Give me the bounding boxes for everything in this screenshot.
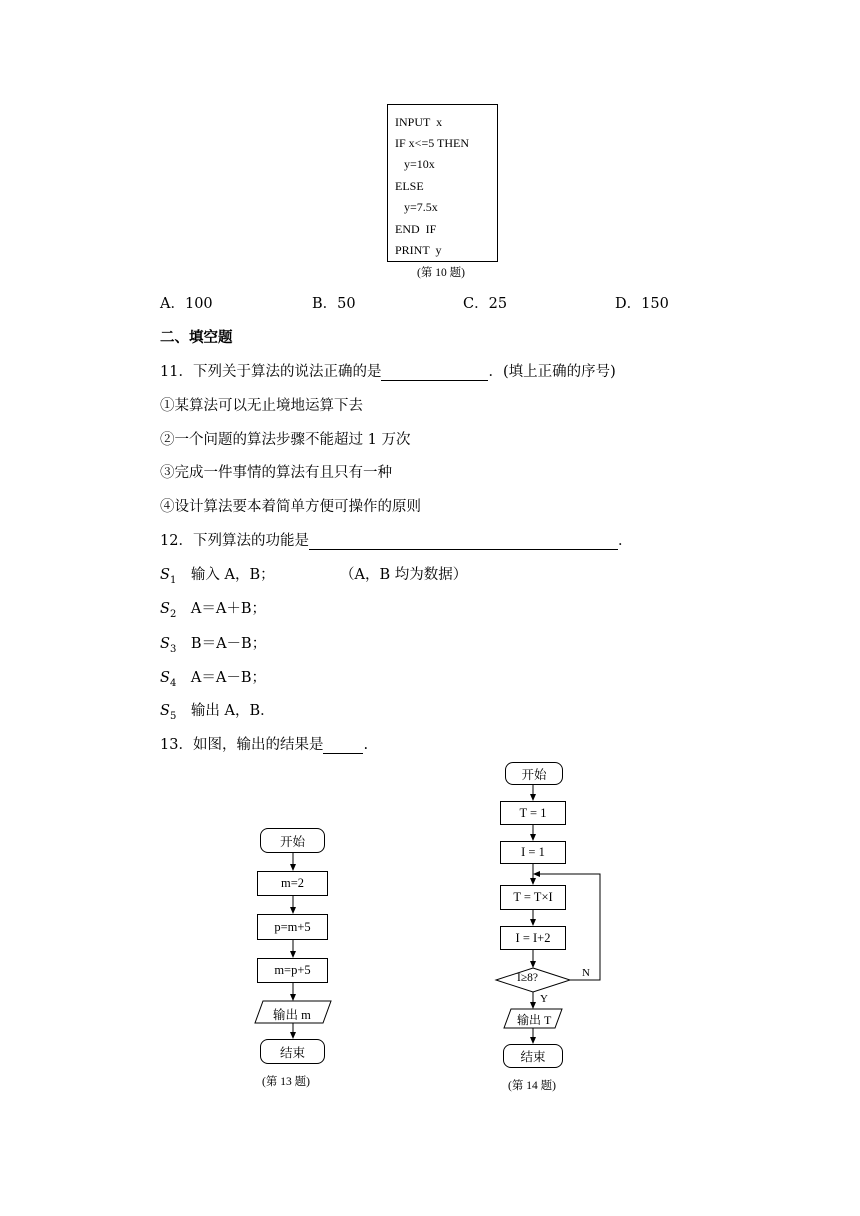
end-terminal: 结束 (503, 1044, 563, 1068)
step-body: B＝A－B； (190, 636, 267, 652)
code-line: IF x<=5 THEN (395, 136, 469, 150)
q12-note: （A，B 均为数据） (340, 567, 468, 583)
step-label: S (160, 601, 170, 617)
option-c: C．25 (463, 296, 508, 312)
process-box: T = T×I (500, 885, 566, 910)
q13-caption: (第 13 题) (262, 1076, 310, 1088)
process-box: p=m+5 (257, 914, 328, 940)
end-terminal: 结束 (260, 1039, 325, 1064)
section-title: 二、填空题 (160, 329, 233, 346)
step-sub: 4 (169, 677, 177, 689)
step-label: S (160, 703, 170, 719)
code-line: ELSE (395, 179, 424, 193)
q11-item: ①某算法可以无止境地运算下去 (160, 398, 363, 414)
q11-stem-suffix: ．(填上正确的序号) (488, 364, 616, 380)
decision-label: I≥8? (517, 972, 538, 984)
output-label: 输出 m (273, 1008, 311, 1022)
step-body: A＝A－B； (190, 670, 267, 686)
option-a: A．100 (160, 296, 213, 312)
step-sub: 5 (169, 710, 177, 722)
step-sub: 1 (169, 574, 177, 586)
q11-item: ②一个问题的算法步骤不能超过 1 万次 (160, 432, 411, 448)
q12-stem-suffix: ． (617, 533, 633, 549)
step-label: S (160, 567, 170, 583)
output-label: 输出 T (517, 1013, 552, 1027)
q13-stem-suffix: . (363, 737, 369, 753)
step-body: 输出 A，B． (190, 703, 275, 719)
q12-stem-text: 12．下列算法的功能是 (160, 533, 309, 549)
process-box: m=2 (257, 871, 328, 896)
step-body: 输入 A，B； (190, 567, 275, 583)
option-d: D．150 (615, 296, 669, 312)
q10-caption: (第 10 题) (417, 267, 465, 279)
q13-stem-text: 13．如图，输出的结果是 (160, 737, 324, 753)
step-body: A＝A＋B； (190, 601, 267, 617)
code-line: y=10x (395, 157, 435, 171)
process-box: I = 1 (500, 841, 566, 864)
step-sub: 2 (169, 608, 177, 620)
no-label: N (582, 967, 590, 979)
start-terminal: 开始 (260, 828, 325, 853)
q11-item: ③完成一件事情的算法有且只有一种 (160, 465, 392, 481)
process-box: I = I+2 (500, 926, 566, 950)
code-line: PRINT y (395, 243, 442, 257)
start-terminal: 开始 (505, 762, 563, 785)
code-line: END IF (395, 222, 437, 236)
q14-caption: (第 14 题) (508, 1080, 556, 1092)
step-sub: 3 (169, 643, 177, 655)
option-b: B．50 (312, 296, 356, 312)
process-box: T = 1 (500, 801, 566, 825)
step-label: S (160, 636, 170, 652)
step-label: S (160, 670, 170, 686)
yes-label: Y (540, 993, 548, 1005)
q11-item: ④设计算法要本着简单方便可操作的原则 (160, 499, 421, 515)
process-box: m=p+5 (257, 958, 328, 983)
q11-stem-text: 11．下列关于算法的说法正确的是 (160, 364, 382, 380)
code-line: INPUT x (395, 115, 443, 129)
code-line: y=7.5x (395, 200, 438, 214)
